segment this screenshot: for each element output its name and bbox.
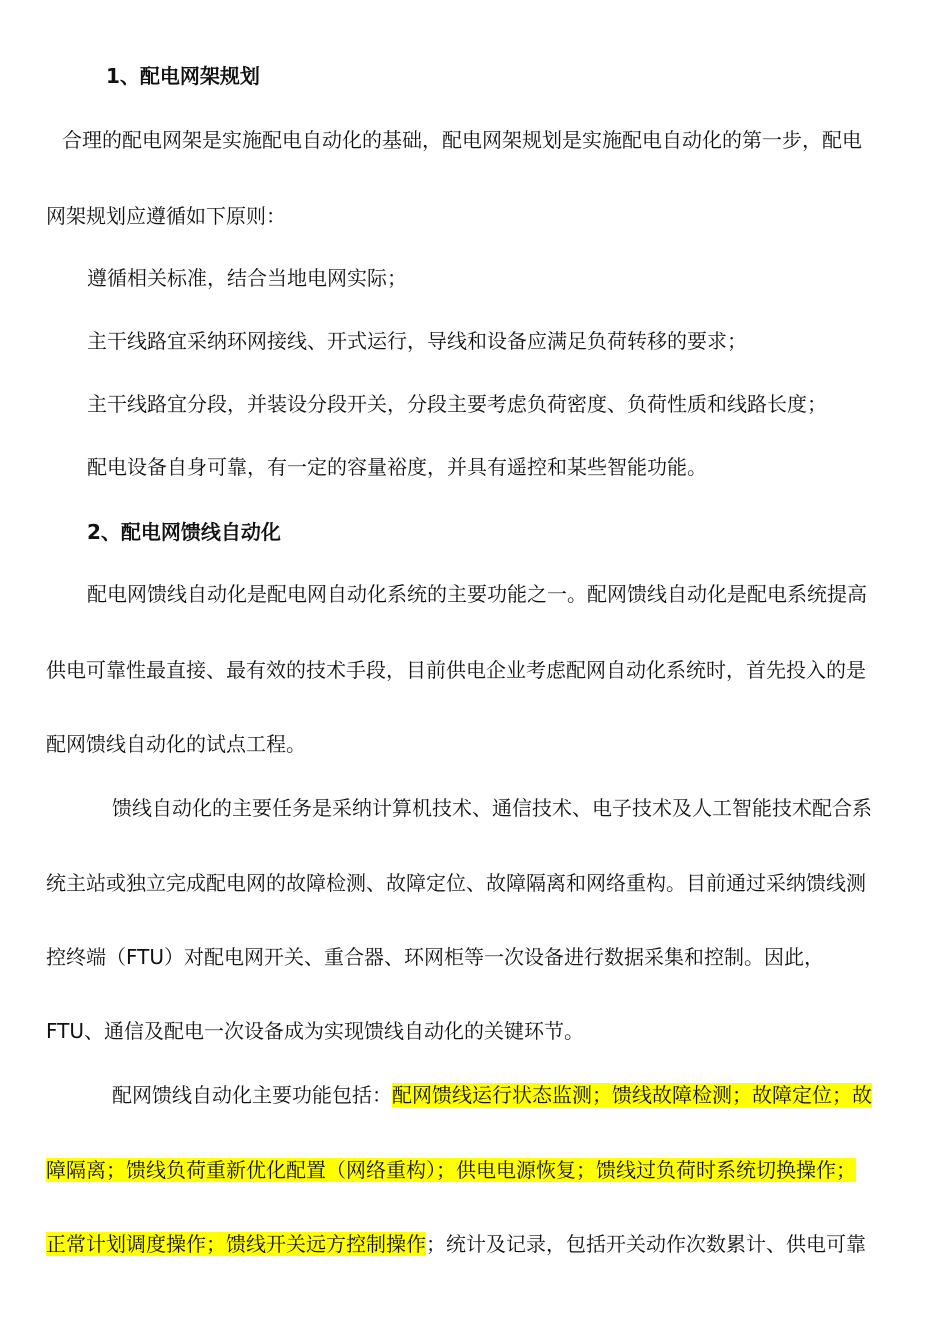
section-2-heading: 2、配电网馈线自动化 [87, 520, 281, 544]
section-2-paragraph-line: 配网馈线自动化的试点工程。 [46, 732, 306, 756]
highlighted-text: 配网馈线运行状态监测；馈线故障检测；故障定位；故 [392, 1083, 872, 1107]
functions-line-1 [112, 1081, 872, 1109]
principle-item: 主干线路宜分段，并装设分段开关，分段主要考虑负荷密度、负荷性质和线路长度； [87, 392, 827, 416]
principle-item: 主干线路宜采纳环网接线、开式运行，导线和设备应满足负荷转移的要求； [87, 329, 747, 353]
section-2-paragraph-line: 供电可靠性最直接、最有效的技术手段，目前供电企业考虑配网自动化系统时，首先投入的是 [46, 658, 866, 682]
section-1-paragraph-line: 合理的配电网架是实施配电自动化的基础，配电网架规划是实施配电自动化的第一步，配电 [62, 128, 862, 152]
principle-item: 配电设备自身可靠，有一定的容量裕度，并具有遥控和某些智能功能。 [87, 455, 707, 479]
highlighted-text: 正常计划调度操作；馈线开关远方控制操作 [46, 1232, 426, 1256]
functions-line-3 [46, 1230, 866, 1258]
section-2-paragraph-line: 统主站或独立完成配电网的故障检测、故障定位、故障隔离和网络重构。目前通过采纳馈线测 [46, 871, 866, 895]
section-1-paragraph-line: 网架规划应遵循如下原则： [46, 204, 286, 228]
section-2-paragraph-line: 馈线自动化的主要任务是采纳计算机技术、通信技术、电子技术及人工智能技术配合系 [112, 796, 872, 820]
functions-line-2 [46, 1156, 856, 1184]
functions-tail-text: ；统计及记录，包括开关动作次数累计、供电可靠 [426, 1232, 866, 1256]
highlighted-text: 障隔离；馈线负荷重新优化配置（网络重构）；供电电源恢复；馈线过负荷时系统切换操作； [46, 1158, 856, 1182]
principle-item: 遵循相关标准，结合当地电网实际； [87, 266, 407, 290]
section-2-paragraph-line: 控终端（FTU）对配电网开关、重合器、环网柜等一次设备进行数据采集和控制。因此， [46, 945, 825, 969]
functions-intro-text: 配网馈线自动化主要功能包括： [112, 1083, 392, 1107]
section-2-paragraph-line: 配电网馈线自动化是配电网自动化系统的主要功能之一。配网馈线自动化是配电系统提高 [87, 582, 867, 606]
section-1-heading: 1、配电网架规划 [106, 64, 260, 88]
section-2-paragraph-line: FTU、通信及配电一次设备成为实现馈线自动化的关键环节。 [46, 1019, 585, 1043]
